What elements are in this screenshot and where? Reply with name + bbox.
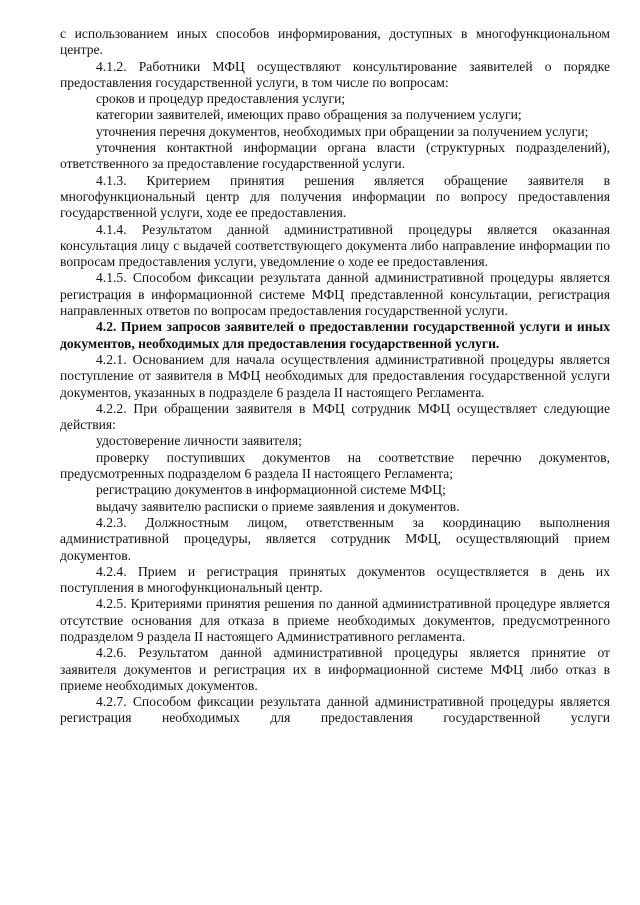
paragraph-4-2-7: 4.2.7. Способом фиксации результата данной административной процедуры является регистрация необходимых для предоставления государственной услуги [60,694,610,726]
paragraph-4-1-2: 4.1.2. Работники МФЦ осуществляют консультирование заявителей о порядке предоставления государственной услуги, в том числе по вопросам: [60,58,610,90]
list-item-document-check: проверку поступивших документов на соответствие перечню документов, предусмотренных подразделом 6 раздела II настоящего Регламента; [60,449,610,482]
paragraph-4-2-1: 4.2.1. Основанием для начала осуществления административной процедуры является поступление от заявителя в МФЦ необходимых для предоставления государственной услуги документов, указанных в подразделе 6 раздела II настоящего Регламента. [60,351,610,400]
paragraph-4-2-3: 4.2.3. Должностным лицом, ответственным за координацию выполнения административной процедуры, является сотрудник МФЦ, осуществляющий прием документов. [60,514,610,563]
list-item-categories: категории заявителей, имеющих право обращения за получением услуги; [96,107,522,123]
list-item-terms: сроков и процедур предоставления услуги; [96,91,346,107]
paragraph-4-2-2: 4.2.2. При обращении заявителя в МФЦ сотрудник МФЦ осуществляет следующие действия: [60,400,610,433]
paragraph-4-1-4: 4.1.4. Результатом данной административной процедуры является оказанная консультация лицу с выдачей соответствующего документа либо направление информации по вопросам предоставления услуги, уведомление о ходе ее предоставления. [60,221,610,270]
paragraph-4-2-5: 4.2.5. Критериями принятия решения по данной административной процедуре является отсутствие основания для отказа в приеме необходимых документов, предусмотренного подразделом 9 раздела II настоящего Административного регламента. [60,596,610,644]
paragraph-intro-continuation: с использованием иных способов информирования, доступных в многофункциональном центре. [60,26,610,58]
list-item-registration: регистрацию документов в информационной системе МФЦ; [96,482,446,498]
paragraph-4-2-4: 4.2.4. Прием и регистрация принятых документов осуществляется в день их поступления в многофункциональный центр. [60,563,610,596]
list-item-identity: удостоверение личности заявителя; [96,433,302,449]
list-item-documents: уточнения перечня документов, необходимых при обращении за получением услуги; [96,123,589,139]
paragraph-4-1-5: 4.1.5. Способом фиксации результата данной административной процедуры является регистрация в информационной системе МФЦ представленной консультации, регистрация направленных ответов по вопросам предоставления государственной услуги. [60,270,610,319]
list-item-contacts: уточнения контактной информации органа власти (структурных подразделений), ответственного за предоставление государственной услуги. [60,140,610,172]
paragraph-4-1-3: 4.1.3. Критерием принятия решения является обращение заявителя в многофункциональный центр для получения информации по вопросу предоставления государственной услуги, ходе ее предоставления. [60,172,610,221]
paragraph-4-2-6: 4.2.6. Результатом данной административной процедуры является принятие от заявителя документов и регистрация их в информационной системе МФЦ либо отказ в приеме необходимых документов. [60,645,610,693]
section-heading-4-2: 4.2. Прием запросов заявителей о предоставлении государственной услуги и иных документов, необходимых для предоставления государственной услуги. [60,319,610,351]
document-page [60,26,610,727]
list-item-receipt: выдачу заявителю расписки о приеме заявления и документов. [96,498,460,514]
